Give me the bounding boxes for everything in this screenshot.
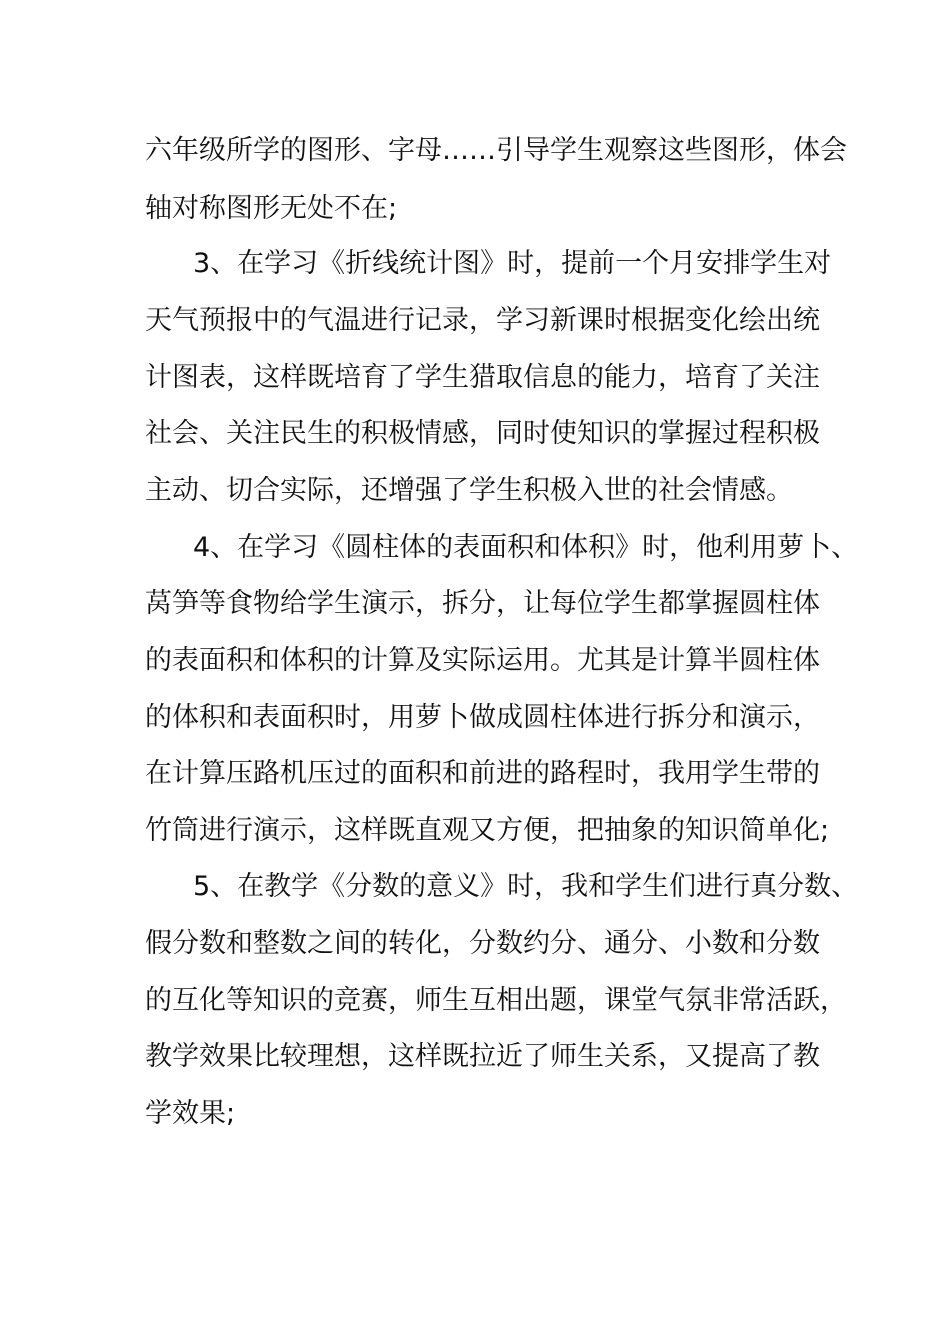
text-line: 的互化等知识的竞赛，师生互相出题，课堂气氛非常活跃， xyxy=(145,985,847,1016)
text-line: 轴对称图形无处不在; xyxy=(145,193,398,224)
paragraph-3-start: 3、在学习《折线统计图》时，提前一个月安排学生对 xyxy=(193,248,832,279)
text-line: 社会、关注民生的积极情感，同时使知识的掌握过程积极 xyxy=(145,418,820,449)
text-line: 莴笋等食物给学生演示，拆分，让每位学生都掌握圆柱体 xyxy=(145,588,820,619)
paragraph-5-start: 5、在教学《分数的意义》时，我和学生们进行真分数、 xyxy=(193,871,859,902)
text-line: 计图表，这样既培育了学生猎取信息的能力，培育了关注 xyxy=(145,362,820,393)
text-line: 在计算压路机压过的面积和前进的路程时，我用学生带的 xyxy=(145,758,820,789)
text-line: 的表面积和体积的计算及实际运用。尤其是计算半圆柱体 xyxy=(145,645,820,676)
text-line: 教学效果比较理想，这样既拉近了师生关系，又提高了教 xyxy=(145,1041,820,1072)
text-line: 天气预报中的气温进行记录，学习新课时根据变化绘出统 xyxy=(145,305,820,336)
text-line: 竹筒进行演示，这样既直观又方便，把抽象的知识简单化; xyxy=(145,815,830,846)
paragraph-4-start: 4、在学习《圆柱体的表面积和体积》时，他利用萝卜、 xyxy=(193,532,859,563)
text-line: 学效果; xyxy=(145,1098,236,1129)
text-line: 六年级所学的图形、字母……引导学生观察这些图形，体会 xyxy=(145,135,847,166)
text-line: 假分数和整数之间的转化，分数约分、通分、小数和分数 xyxy=(145,928,820,959)
text-line: 主动、切合实际，还增强了学生积极入世的社会情感。 xyxy=(145,475,793,506)
text-line: 的体积和表面积时，用萝卜做成圆柱体进行拆分和演示， xyxy=(145,702,820,733)
